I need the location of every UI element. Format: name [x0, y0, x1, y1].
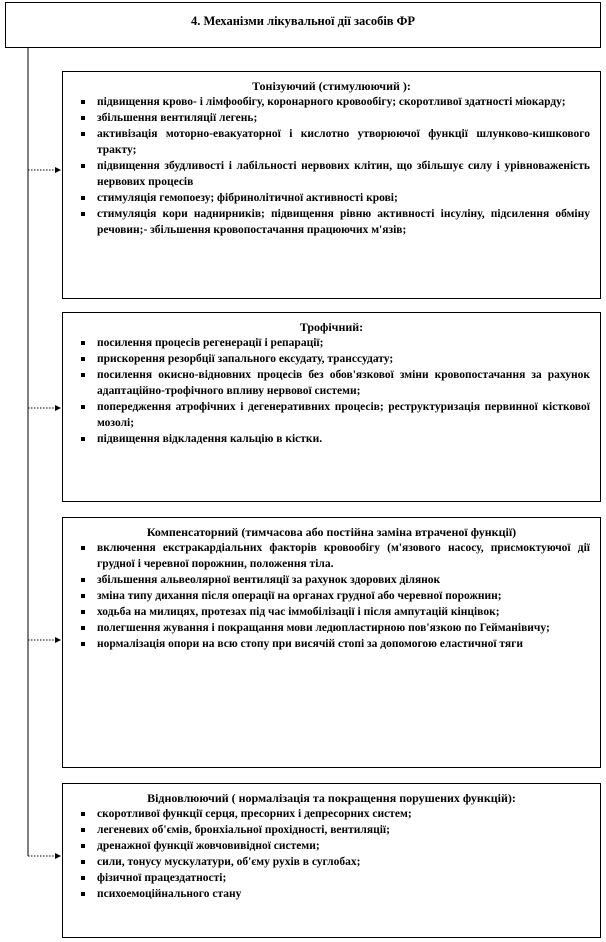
card-item-list [73, 806, 590, 902]
bullet-icon [81, 437, 85, 441]
bullet-icon [81, 876, 85, 880]
list-item: посилення процесів регенерації і репарації; [73, 335, 590, 351]
list-item: ходьба на милицях, протезах під час іммобілізації і після ампутацій кінцівок; [73, 604, 590, 620]
arrowhead-icon [55, 853, 61, 859]
arrow-to-card-4 [28, 853, 61, 859]
bullet-icon [81, 626, 85, 630]
list-item: сили, тонусу мускулатури, об'єму рухів в суглобах; [73, 854, 590, 870]
list-item: включення екстракардіальних факторів кровообігу (м'язового насосу, присмоктуючої дії грудної і черевної порожнин, положення тіла. [73, 540, 590, 572]
card-item-list [73, 94, 590, 238]
list-item: підвищення збудливості і лабільності нервових клітин, що збільшує силу і урівноваженість нервових процесів [73, 158, 590, 190]
bullet-icon [81, 164, 85, 168]
bullet-icon [81, 578, 85, 582]
list-item: підвищення крово- і лімфообігу, коронарного кровообігу; скоротливої здатності міокарду; [73, 94, 590, 110]
list-item: скоротливої функції серця, пресорних і депресорних систем; [73, 806, 590, 822]
bullet-icon [81, 100, 85, 104]
list-item: стимуляція гемопоезу; фібринолітичної активності крові; [73, 190, 590, 206]
bullet-icon [81, 212, 85, 216]
list-item: попередження атрофічних і дегенеративних процесів; реструктуризація первинної кісткової мозолі; [73, 399, 590, 431]
card-heading: Трофічний: [299, 320, 364, 334]
arrowhead-icon [55, 405, 61, 411]
list-item: легеневих об'ємів, бронхіальної прохідності, вентиляції; [73, 822, 590, 838]
bullet-icon [81, 812, 85, 816]
list-item: дренажної функції жовчовивідної системи; [73, 838, 590, 854]
bullet-icon [81, 642, 85, 646]
card-heading: Компенсаторний (тимчасова або постійна заміна втраченої функції) [146, 525, 517, 539]
bullet-icon [81, 892, 85, 896]
list-item: прискорення резорбції запального ексудату, транссудату; [73, 351, 590, 367]
card-item-list [73, 335, 590, 447]
bullet-icon [81, 132, 85, 136]
list-item: підвищення відкладення кальцію в кістки. [73, 431, 590, 447]
bullet-icon [81, 844, 85, 848]
title-box [5, 2, 601, 48]
arrow-to-card-3 [28, 637, 61, 643]
list-item: активізація моторно-евакуаторної і кислотно утворюючої функції шлунково-кишкового тракту; [73, 126, 590, 158]
bullet-icon [81, 405, 85, 409]
arrow-to-card-2 [28, 405, 61, 411]
bullet-icon [81, 828, 85, 832]
arrowhead-icon [55, 637, 61, 643]
bullet-icon [81, 594, 85, 598]
diagram-title: 4. Механізми лікувальної дії засобів ФР [190, 14, 416, 28]
card-item-list [73, 540, 590, 652]
list-item: фізичної працездатності; [73, 870, 590, 886]
card-heading: Тонізуючий (стимулюючий ): [252, 79, 411, 93]
card-tonic [62, 71, 601, 299]
card-trophic [62, 312, 601, 502]
list-item: стимуляція кори наднирників; підвищення рівню активності інсуліну, підсилення обміну речовин;- збільшення кровопостачання працюючих м'язів; [73, 206, 590, 238]
bullet-icon [81, 610, 85, 614]
arrowhead-icon [55, 167, 61, 173]
bullet-icon [81, 196, 85, 200]
list-item: зміна типу дихання після операції на органах грудної або черевної порожнин; [73, 588, 590, 604]
bullet-icon [81, 357, 85, 361]
list-item: полегшення жування і покращання мови ледюпластирною пов'язкою по Гейманівичу; [73, 620, 590, 636]
list-item: нормалізація опори на всю стопу при висячій стопі за допомогою еластичної тяги [73, 636, 590, 652]
card-restorative [62, 783, 601, 938]
card-heading: Відновлюючий ( нормалізація та покращення порушених функцій): [147, 791, 516, 805]
list-item: збільшення альвеолярної вентиляції за рахунок здорових ділянок [73, 572, 590, 588]
bullet-icon [81, 116, 85, 120]
bullet-icon [81, 860, 85, 864]
card-compensatory [62, 517, 601, 768]
bullet-icon [81, 373, 85, 377]
bullet-icon [81, 546, 85, 550]
list-item: збільшення вентиляції легень; [73, 110, 590, 126]
bullet-icon [81, 341, 85, 345]
arrow-to-card-1 [28, 167, 61, 173]
list-item: психоемоційнального стану [73, 886, 590, 902]
list-item: посилення окисно-відновних процесів без обов'язкової зміни кровопостачання за рахунок адаптаційно-трофічного впливу нервової системи; [73, 367, 590, 399]
